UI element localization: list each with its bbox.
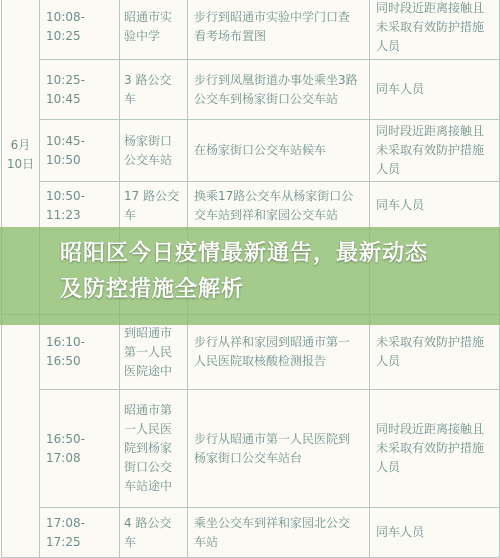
time-cell: 10:50- 11:23	[40, 182, 120, 230]
time-cell: 17:08- 17:25	[40, 508, 120, 558]
activity-cell: 步行从祥和家园到昭通市第一 人民医院取核酸检测报告	[188, 315, 370, 390]
table-row	[2, 390, 500, 508]
table-row	[2, 315, 500, 390]
table-row	[2, 508, 500, 558]
time-cell: 10:25- 10:45	[40, 60, 120, 120]
note-cell: 同时段近距离接触且 未采取有效防护措施 人员	[370, 0, 500, 60]
place-cell: 4 路公交 车	[120, 508, 188, 558]
date-cell-continued	[2, 315, 40, 558]
place-cell: 3 路公交 车	[120, 60, 188, 120]
place-cell: 杨家街口 公交车站	[120, 120, 188, 182]
note-cell: 同车人员	[370, 60, 500, 120]
activity-cell: 在杨家街口公交车站候车	[188, 120, 370, 182]
headline-text: 昭阳区今日疫情最新通告，最新动态及防控措施全解析	[60, 241, 429, 302]
time-cell: 10:08- 10:25	[40, 0, 120, 60]
activity-cell: 步行从昭通市第一人民医院到 杨家街口公交车站台	[188, 390, 370, 508]
note-cell: 同时段近距离接触且 未采取有效防护措施 人员	[370, 120, 500, 182]
time-cell: 16:50- 17:08	[40, 390, 120, 508]
activity-cell: 步行到凤凰街道办事处乘坐3路 公交车到杨家街口公交车站	[188, 60, 370, 120]
time-cell: 10:45- 10:50	[40, 120, 120, 182]
table-row	[2, 120, 500, 182]
place-cell: 昭通市实 验中学	[120, 0, 188, 60]
place-cell: 到昭通市 第一人民 医院途中	[120, 315, 188, 390]
table-row	[2, 60, 500, 120]
table-row	[2, 182, 500, 230]
note-cell: 同车人员	[370, 182, 500, 230]
activity-cell: 换乘17路公交车从杨家街口公 交车站到祥和家园公交车站	[188, 182, 370, 230]
table-row	[2, 0, 500, 60]
place-cell: 17 路公交 车	[120, 182, 188, 230]
place-cell: 昭通市第 一人民医 院到杨家 街口公交 车站途中	[120, 390, 188, 508]
time-cell: 16:10- 16:50	[40, 315, 120, 390]
note-cell: 同车人员	[370, 508, 500, 558]
date-cell: 6月10日	[2, 0, 40, 315]
note-cell: 同时段近距离接触且 未采取有效防护措施 人员	[370, 390, 500, 508]
activity-cell: 步行到昭通市实验中学门口查 看考场布置图	[188, 0, 370, 60]
activity-cell: 乘坐公交车到祥和家园北公交 车站	[188, 508, 370, 558]
note-cell: 未采取有效防护措施 人员	[370, 315, 500, 390]
